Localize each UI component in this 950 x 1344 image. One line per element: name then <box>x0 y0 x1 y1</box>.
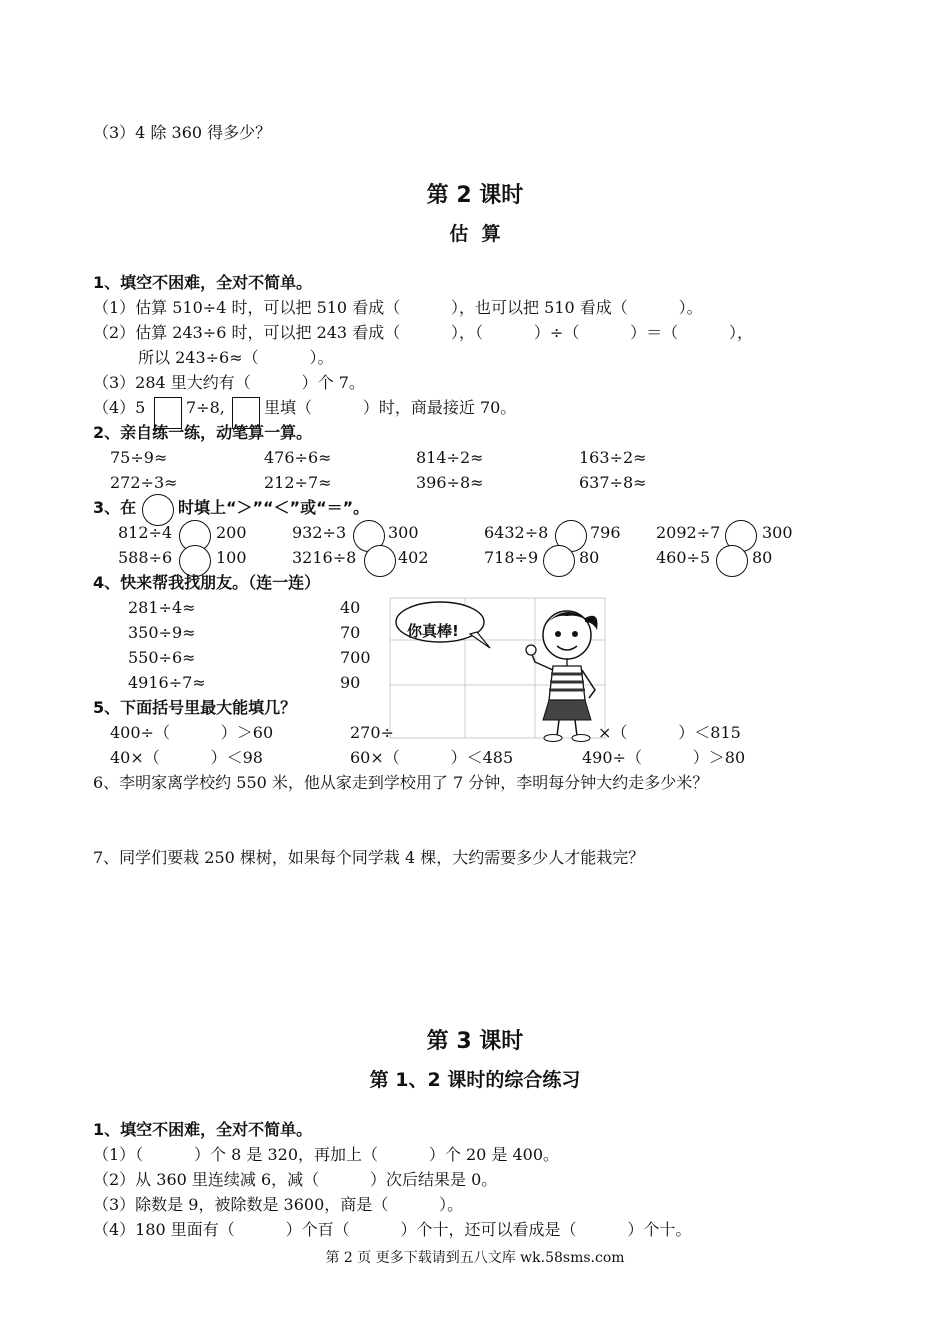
expression: 40×（ ）＜98 <box>110 748 263 767</box>
expression: 75÷9≈ <box>110 448 168 467</box>
expression: 281÷4≈ <box>128 598 196 617</box>
expression: 476÷6≈ <box>264 448 332 467</box>
expression: 80 <box>579 548 600 567</box>
question-line: （2）估算 243÷6 时，可以把 243 看成（ ），（ ）÷（ ）＝（ ）， <box>93 323 754 342</box>
expression: 200 <box>216 523 247 542</box>
page-footer: 第 2 页 更多下载请到五八文库 wk.58sms.com <box>325 1250 625 1266</box>
expression: 100 <box>216 548 247 567</box>
question-line: 所以 243÷6≈（ ）。 <box>138 348 334 367</box>
section-heading: 5、下面括号里最大能填几？ <box>93 698 297 717</box>
expression: 637÷8≈ <box>579 473 647 492</box>
question-text: （3）4 除 360 得多少？ <box>93 123 272 142</box>
match-value: 40 <box>340 598 361 617</box>
expression: 80 <box>752 548 773 567</box>
answer-circle <box>716 545 748 577</box>
expression: 4916÷7≈ <box>128 673 206 692</box>
expression: 550÷6≈ <box>128 648 196 667</box>
section-heading: 2、亲自练一练，动笔算一算。 <box>93 423 313 442</box>
question-line: 7÷8, <box>186 398 225 417</box>
section-heading: 3、在 <box>93 498 137 517</box>
question-line: 里填（ ）时，商最接近 70。 <box>264 398 517 417</box>
lesson-subtitle: 估 算 <box>449 223 501 245</box>
section-heading: 时填上“＞”“＜”或“＝”。 <box>178 498 370 517</box>
speech-bubble-text: 你真棒! <box>407 622 459 640</box>
expression: ×（ ）＜815 <box>598 723 741 742</box>
answer-circle <box>543 545 575 577</box>
question-line: （3）除数是 9，被除数是 3600，商是（ ）。 <box>93 1195 464 1214</box>
question-line: （2）从 360 里连续减 6，减（ ）次后结果是 0。 <box>93 1170 498 1189</box>
expression: 270÷ <box>350 723 394 742</box>
answer-circle <box>142 494 174 526</box>
question-line: （1）（ ）个 8 是 320，再加上（ ）个 20 是 400。 <box>93 1145 560 1164</box>
section-heading: 1、填空不困难，全对不简单。 <box>93 1120 313 1139</box>
expression: 163÷2≈ <box>579 448 647 467</box>
expression: 812÷4 <box>118 523 173 542</box>
expression: 60×（ ）＜485 <box>350 748 514 767</box>
match-value: 90 <box>340 673 361 692</box>
word-problem: 6、李明家离学校约 550 米，他从家走到学校用了 7 分钟，李明每分钟大约走多少米？ <box>93 773 709 792</box>
section-heading: 1、填空不困难，全对不简单。 <box>93 273 313 292</box>
expression: 932÷3 <box>292 523 347 542</box>
match-value: 70 <box>340 623 361 642</box>
expression: 300 <box>762 523 793 542</box>
expression: 350÷9≈ <box>128 623 196 642</box>
expression: 400÷（ ）＞60 <box>110 723 274 742</box>
expression: 402 <box>398 548 429 567</box>
expression: 272÷3≈ <box>110 473 178 492</box>
question-line: （4）180 里面有（ ）个百（ ）个十，还可以看成是（ ）个十。 <box>93 1220 692 1239</box>
word-problem: 7、同学们要栽 250 棵树，如果每个同学栽 4 棵，大约需要多少人才能栽完？ <box>93 848 645 867</box>
section-heading: 4、快来帮我找朋友。（连一连） <box>93 573 321 592</box>
expression: 814÷2≈ <box>416 448 484 467</box>
question-line: （1）估算 510÷4 时，可以把 510 看成（ ），也可以把 510 看成（ ）。 <box>93 298 703 317</box>
expression: 396÷8≈ <box>416 473 484 492</box>
question-line: （4）5 <box>93 398 146 417</box>
question-line: （3）284 里大约有（ ）个 7。 <box>93 373 365 392</box>
expression: 796 <box>590 523 621 542</box>
cartoon-girl-illustration <box>385 590 610 749</box>
answer-circle <box>364 545 396 577</box>
expression: 3216÷8 <box>292 548 357 567</box>
expression: 718÷9 <box>484 548 539 567</box>
expression: 2092÷7 <box>656 523 721 542</box>
expression: 588÷6 <box>118 548 173 567</box>
expression: 490÷（ ）＞80 <box>582 748 746 767</box>
expression: 212÷7≈ <box>264 473 332 492</box>
expression: 6432÷8 <box>484 523 549 542</box>
expression: 460÷5 <box>656 548 711 567</box>
expression: 300 <box>388 523 419 542</box>
lesson-title: 第 3 课时 <box>426 1029 524 1054</box>
lesson-subtitle: 第 1、2 课时的综合练习 <box>369 1069 581 1091</box>
lesson-title: 第 2 课时 <box>426 183 524 208</box>
match-value: 700 <box>340 648 371 667</box>
